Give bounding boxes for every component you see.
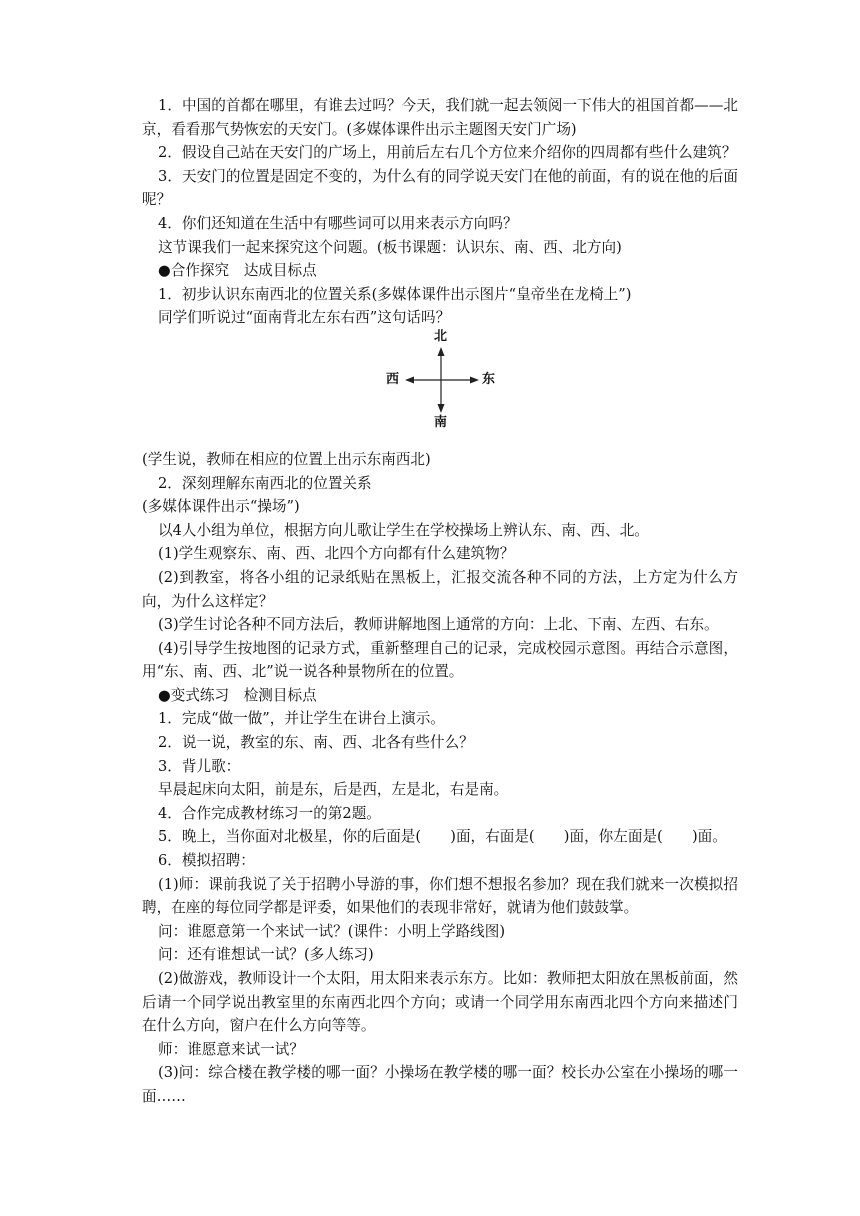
paragraph: 1．初步认识东南西北的位置关系(多媒体课件出示图片“皇帝坐在龙椅上”) bbox=[158, 285, 632, 303]
paragraph: 4．你们还知道在生活中有哪些词可以用来表示方向吗？ bbox=[158, 214, 518, 232]
west-label: 西 bbox=[386, 371, 400, 387]
north-label: 北 bbox=[434, 328, 448, 344]
paragraph: 1．中国的首都在哪里，有谁去过吗？今天，我们就一起去领阅一下伟大的祖国首都——北京，看看那气势恢宏的天安门。(多媒体课件出示主题图天安门广场) bbox=[142, 97, 738, 138]
east-label: 东 bbox=[482, 371, 496, 387]
paragraph: 3．天安门的位置是固定不变的，为什么有的同学说天安门在他的前面，有的说在他的后面呢？ bbox=[142, 167, 738, 209]
paragraph: 同学们听说过“面南背北左东右西”这句话吗？ bbox=[158, 309, 451, 327]
paragraph: (2)做游戏，教师设计一个太阳，用太阳来表示东方。比如：教师把太阳放在黑板前面，然后请一个同学说出教室里的东南西北四个方向；或请一个同学用东南西北四个方向来描述门在什么方向，窗户在什么方向等等。 bbox=[142, 970, 738, 1035]
paragraph: 3．背儿歌： bbox=[158, 757, 241, 775]
paragraph: (2)到教室，将各小组的记录纸贴在黑板上，汇报交流各种不同的方法，上方定为什么方向，为什么这样定？ bbox=[142, 568, 738, 610]
paragraph: 2．假设自己站在天安门的广场上，用前后左右几个方位来介绍你的四周都有些什么建筑？ bbox=[158, 144, 737, 162]
compass-diagram bbox=[142, 328, 738, 442]
paragraph: 1．完成“做一做”，并让学生在讲台上演示。 bbox=[158, 710, 445, 728]
paragraph: (4)引导学生按地图的记录方式，重新整理自己的记录，完成校园示意图。再结合示意图，用“东、南、西、北”说一说各种景物所在的位置。 bbox=[142, 639, 738, 681]
south-label: 南 bbox=[434, 414, 448, 430]
paragraph: (多媒体课件出示“操场”) bbox=[142, 498, 300, 516]
paragraph: (3)学生讨论各种不同方法后，教师讲解地图上通常的方向：上北、下南、左西、右东。 bbox=[158, 616, 719, 634]
document-body bbox=[142, 94, 738, 1109]
paragraph: (1)师：课前我说了关于招聘小导游的事，你们想不想报名参加？现在我们就来一次模拟招聘，在座的每位同学都是评委，如果他们的表现非常好，就请为他们鼓鼓掌。 bbox=[142, 875, 738, 917]
paragraph: (3)问：综合楼在教学楼的哪一面？小操场在教学楼的哪一面？校长办公室在小操场的哪一面…… bbox=[142, 1064, 738, 1105]
paragraph: (学生说，教师在相应的位置上出示东南西北) bbox=[142, 450, 431, 468]
paragraph: 2．深刻理解东南西北的位置关系 bbox=[158, 474, 372, 492]
section-heading: ●变式练习 检测目标点 bbox=[158, 686, 317, 704]
paragraph: 5．晚上，当你面对北极星，你的后面是( )面，右面是( )面，你左面是( )面。 bbox=[158, 828, 727, 846]
paragraph: 4．合作完成教材练习一的第2题。 bbox=[158, 804, 381, 822]
paragraph: 师：谁愿意来试一试？ bbox=[158, 1040, 304, 1058]
paragraph: 问：谁愿意第一个来试一试？(课件：小明上学路线图) bbox=[158, 922, 506, 940]
paragraph: 这节课我们一起来探究这个问题。(板书课题：认识东、南、西、北方向) bbox=[158, 238, 622, 256]
paragraph: 问：还有谁想试一试？(多人练习) bbox=[158, 946, 374, 964]
paragraph: 以4人小组为单位，根据方向儿歌让学生在学校操场上辨认东、南、西、北。 bbox=[158, 521, 649, 539]
paragraph: 6．模拟招聘： bbox=[158, 852, 255, 870]
paragraph: (1)学生观察东、南、西、北四个方向都有什么建筑物？ bbox=[158, 545, 515, 563]
paragraph: 早晨起床向太阳，前是东，后是西，左是北，右是南。 bbox=[158, 781, 509, 799]
paragraph: 2．说一说，教室的东、南、西、北各有些什么？ bbox=[158, 734, 474, 752]
section-heading: ●合作探究 达成目标点 bbox=[158, 262, 317, 280]
